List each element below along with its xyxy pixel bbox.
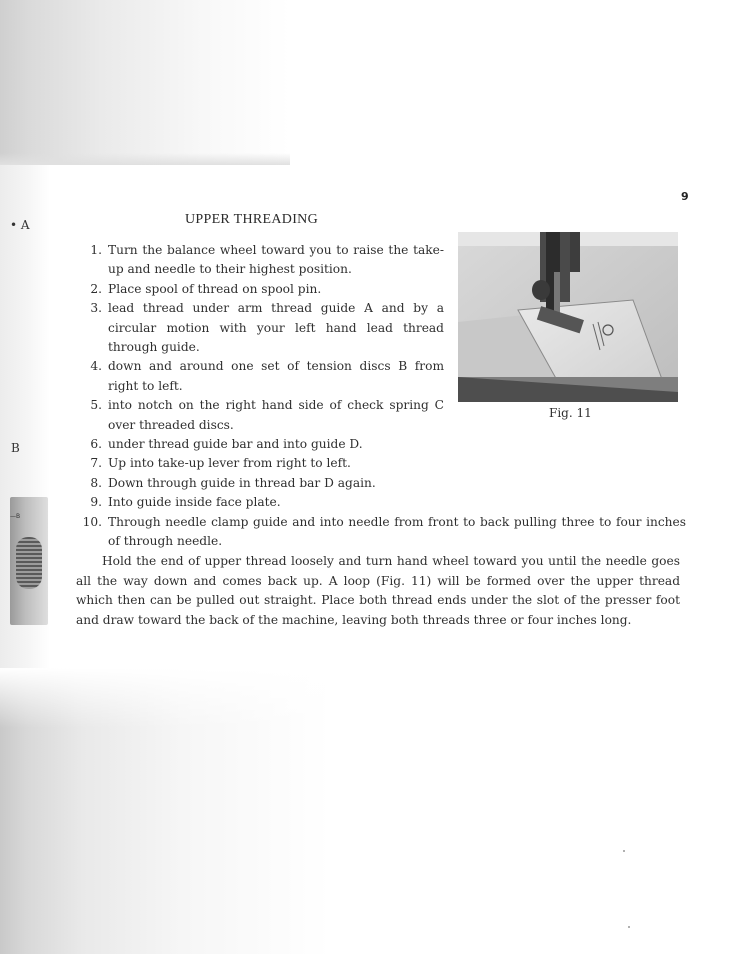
list-item [76, 474, 682, 493]
list-item [76, 241, 682, 280]
step-number: 8. [90, 475, 102, 490]
step-number: 6. [90, 437, 102, 452]
step-number: 4. [90, 359, 102, 374]
step-text: Down through guide in thread bar D again. [108, 475, 376, 490]
step-number: 5. [90, 398, 102, 413]
list-item [76, 357, 682, 396]
step-number: 2. [90, 281, 102, 296]
step-number: 10. [82, 514, 102, 529]
scan-speck [623, 850, 625, 852]
closing-paragraph: Hold the end of upper thread loosely and turn hand wheel toward you until the needle goes all the way down and comes back up. A loop (Fig. 11) will be formed over the upper thread which then can be pulled out straight. Place both thread ends under the slot of the presser foot and draw toward the back of the machine, leaving both threads three or four inches long. [76, 554, 680, 627]
step-text: Into guide inside face plate. [108, 495, 281, 510]
list-item [76, 454, 682, 473]
step-number: 3. [90, 301, 102, 316]
step-text: under thread guide bar and into guide D. [108, 437, 363, 452]
margin-label-b: B [11, 441, 20, 455]
scan-shadow-bottom [0, 668, 330, 954]
step-text: down and around one set of tension discs B from right to left. [108, 359, 444, 393]
scan-shadow-top [0, 0, 290, 165]
step-text: into notch on the right hand side of check spring C over threaded discs. [108, 398, 444, 432]
step-text: Place spool of thread on spool pin. [108, 281, 322, 296]
step-number: 1. [90, 243, 102, 257]
figure-caption: Fig. 11 [549, 406, 592, 420]
list-item [76, 435, 682, 454]
thumbnail-label: —B [10, 513, 21, 520]
step-text: Turn the balance wheel toward you to raise the take-up and needle to their highest position. [108, 243, 444, 277]
step-number: 9. [90, 495, 102, 510]
list-item [76, 299, 682, 357]
page-title: UPPER THREADING [185, 212, 318, 227]
tension-knob-image [16, 537, 42, 589]
list-item [76, 513, 686, 552]
threading-steps-list [76, 241, 686, 552]
page-number: 9 [681, 190, 689, 203]
margin-label-a: • A [10, 218, 30, 232]
step-text: Through needle clamp guide and into needle from front to back pulling three to four inches of through needle. [108, 514, 686, 549]
adjacent-page-thumbnail [10, 497, 48, 625]
scan-speck [628, 926, 630, 928]
list-item [76, 396, 682, 435]
list-item [76, 280, 682, 299]
step-number: 7. [90, 456, 102, 471]
step-text: lead thread under arm thread guide A and by a circular motion with your left hand lead thread through guide. [108, 301, 444, 355]
step-text: Up into take-up lever from right to left. [108, 456, 351, 471]
list-item [76, 493, 682, 512]
